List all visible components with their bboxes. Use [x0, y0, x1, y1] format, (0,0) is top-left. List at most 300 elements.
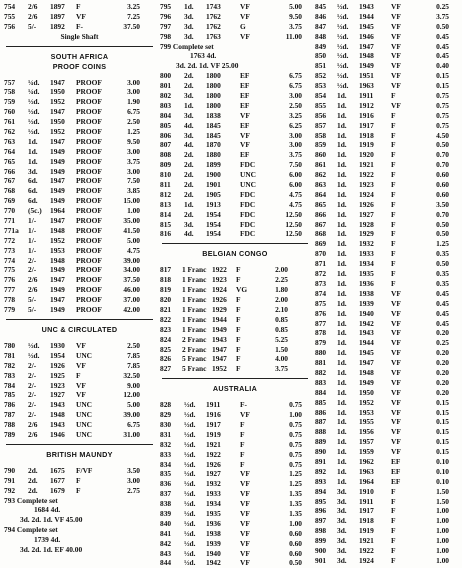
year: 1933 [206, 489, 221, 499]
grade: F [240, 429, 245, 439]
year: 1964 [359, 476, 374, 486]
grade: F [76, 370, 81, 380]
denomination: 5/- [28, 305, 37, 315]
price: 2.50 [127, 340, 140, 350]
list-item [160, 440, 310, 450]
lot-number: 842 [160, 538, 172, 548]
lot-number: 829 [160, 410, 172, 420]
lot-number: 840 [160, 518, 172, 528]
price: 12.00 [123, 390, 140, 400]
year: 1919 [359, 140, 374, 150]
denomination: 2d. [184, 170, 194, 180]
price: 3.75 [289, 21, 302, 31]
year: 1919 [206, 429, 221, 439]
grade: VF [391, 298, 401, 308]
price: 0.70 [436, 150, 449, 160]
denomination: 1d. [337, 199, 347, 209]
lot-number: 889 [315, 437, 327, 447]
denomination: 2 Franc [182, 334, 207, 344]
year: 1929 [212, 304, 227, 314]
lot-number: 774 [4, 255, 16, 265]
denomination: ½d. [337, 31, 349, 41]
year: 1943 [50, 420, 65, 430]
list-item [160, 519, 310, 529]
year: 1944 [359, 338, 374, 348]
denomination: ½d. [184, 439, 196, 449]
denomination: ½d. [184, 419, 196, 429]
lot-number: 762 [4, 127, 16, 137]
lot-number: 804 [160, 110, 172, 120]
grade: UNC [76, 429, 93, 439]
lot-number: 761 [4, 117, 16, 127]
lot-number: 790 [4, 465, 16, 475]
year: 1932 [359, 239, 374, 249]
denomination: ½d. [184, 469, 196, 479]
year: 1934 [206, 499, 221, 509]
lot-number: 899 [315, 536, 327, 546]
denomination: 3d. [184, 31, 194, 41]
list-item [315, 328, 460, 338]
lot-number: 777 [4, 285, 16, 295]
year: 1949 [50, 285, 65, 295]
grade: PROOF [76, 245, 102, 255]
grade: EF [391, 476, 401, 486]
grade: F [391, 120, 396, 130]
lot-number: 900 [315, 545, 327, 555]
list-item [315, 516, 460, 526]
list-item [315, 319, 460, 329]
list-item [315, 299, 460, 309]
denomination: ½d. [184, 518, 196, 528]
set-799-line: 1763 4d. [190, 51, 217, 61]
list-item: 756 5/- 1892 F- 37.50 [4, 21, 140, 31]
denomination: 1d. [337, 338, 347, 348]
denomination: ½d. [184, 410, 196, 420]
price: 0.50 [436, 21, 449, 31]
grade: FDC [240, 199, 256, 209]
divider [6, 46, 153, 47]
lot-number: 847 [315, 21, 327, 31]
year: 1947 [50, 275, 65, 285]
lot-number: 788 [4, 420, 16, 430]
year: 1930 [50, 340, 65, 350]
price: 0.45 [436, 308, 449, 318]
year: 1926 [359, 199, 374, 209]
price: 0.60 [289, 528, 302, 538]
price: 1.00 [127, 206, 140, 216]
list-item [4, 410, 155, 420]
list-item [315, 249, 460, 259]
lot-number: 868 [315, 229, 327, 239]
denomination: 4d. [184, 229, 194, 239]
grade: G [240, 21, 246, 31]
price: 37.00 [123, 295, 140, 305]
list-item [315, 546, 460, 556]
list-item [160, 22, 310, 32]
grade: VF [240, 479, 250, 489]
lot-number: 765 [4, 156, 16, 166]
lot-number: 890 [315, 447, 327, 457]
denomination: 1d. [337, 358, 347, 368]
list-item [315, 338, 460, 348]
grade: F [391, 239, 396, 249]
lot-number: 832 [160, 439, 172, 449]
price: 0.75 [289, 439, 302, 449]
grade: VF [391, 367, 401, 377]
lot-number: 858 [315, 130, 327, 140]
lot-number: 816 [160, 229, 172, 239]
grade: VF [391, 407, 401, 417]
lot-number: 892 [315, 466, 327, 476]
denomination: 3d. [184, 130, 194, 140]
list-item [315, 279, 460, 289]
denomination: 2/- [28, 410, 37, 420]
grade: PROOF [76, 196, 102, 206]
price: 4.75 [289, 199, 302, 209]
year: 1912 [359, 100, 374, 110]
denomination: 2d. [184, 71, 194, 81]
divider [6, 444, 153, 445]
lot-number: 873 [315, 278, 327, 288]
grade: VF [391, 11, 401, 21]
grade: EF [240, 71, 250, 81]
denomination: 1d. [337, 249, 347, 259]
set-793-line: 1684 4d. [34, 505, 61, 515]
denomination: 1d. [337, 476, 347, 486]
list-item [160, 200, 310, 210]
price: 1.00 [436, 516, 449, 526]
list-item [160, 265, 310, 275]
grade: F [391, 526, 396, 536]
lot-number: 791 [4, 475, 16, 485]
price: 6.75 [289, 71, 302, 81]
list-item [315, 309, 460, 319]
list-item [4, 157, 155, 167]
lot-number: 830 [160, 419, 172, 429]
list-item [4, 400, 155, 410]
denomination: 2/- [28, 370, 37, 380]
list-item [4, 107, 155, 117]
grade: F [236, 324, 241, 334]
list-item [315, 101, 460, 111]
denomination: ½d. [337, 2, 349, 11]
grade: PROOF [76, 127, 102, 137]
year: 1943 [212, 334, 227, 344]
year: 1920 [359, 150, 374, 160]
list-item [160, 335, 310, 345]
denomination: ½d. [337, 51, 349, 61]
denomination: 2d. [28, 465, 38, 475]
lot-number: 826 [160, 354, 172, 364]
grade: VF [391, 61, 401, 71]
year: 1950 [50, 117, 65, 127]
price: 2.25 [275, 275, 288, 285]
list-item [315, 210, 460, 220]
year: 1800 [206, 100, 221, 110]
year: 1743 [206, 2, 221, 11]
lot-number: 819 [160, 285, 172, 295]
grade: F [391, 249, 396, 259]
year: 1949 [50, 265, 65, 275]
year: 1927 [206, 469, 221, 479]
price: 1.80 [275, 285, 288, 295]
grade: F [240, 439, 245, 449]
list-item [160, 275, 310, 285]
grade: F [391, 486, 396, 496]
list-item [315, 180, 460, 190]
year: 1954 [206, 219, 221, 229]
grade: VF [391, 2, 401, 11]
year: 1922 [359, 170, 374, 180]
year: 1679 [50, 485, 65, 495]
year: 1924 [359, 189, 374, 199]
price: 41.50 [123, 225, 140, 235]
denomination: 1d. [337, 466, 347, 476]
lot-number: 778 [4, 295, 16, 305]
col1-top-list [4, 2, 155, 42]
year: 1935 [359, 269, 374, 279]
col2-top-list [160, 2, 310, 42]
denomination: 1d. [337, 110, 347, 120]
denomination: 3d. [337, 516, 347, 526]
price: 1.35 [289, 508, 302, 518]
denomination: 1d. [337, 100, 347, 110]
lot-number: 795 [160, 2, 172, 11]
price: 3.85 [127, 186, 140, 196]
denomination: 1d. [337, 91, 347, 101]
list-item [315, 51, 460, 61]
list-item [4, 295, 155, 305]
year: 1924 [359, 555, 374, 565]
list-item [4, 341, 155, 351]
price: 9.50 [289, 11, 302, 21]
denomination: 2d. [184, 180, 194, 190]
list-item [4, 87, 155, 97]
grade: F [236, 295, 241, 305]
price: 12.50 [285, 209, 302, 219]
grade: VF [391, 41, 401, 51]
year: 1952 [212, 364, 227, 374]
list-item [315, 121, 460, 131]
list-item [160, 499, 310, 509]
grade: F [240, 419, 245, 429]
grade: VF [76, 380, 86, 390]
lot-number: 841 [160, 528, 172, 538]
price: 0.75 [436, 91, 449, 101]
year: 1921 [206, 439, 221, 449]
year: 1923 [50, 380, 65, 390]
lot-number: 801 [160, 81, 172, 91]
year: 1943 [359, 328, 374, 338]
price: 0.60 [436, 189, 449, 199]
set-793-title: 793 Complete set [4, 495, 58, 505]
year: 1949 [359, 377, 374, 387]
lot-number: 780 [4, 340, 16, 350]
year: 1933 [359, 249, 374, 259]
price: 37.50 [123, 275, 140, 285]
price: 6.00 [289, 170, 302, 180]
price: 4.75 [289, 189, 302, 199]
denomination: ½d. [184, 489, 196, 499]
denomination: 1 Franc [182, 295, 207, 305]
lot-number: 856 [315, 110, 327, 120]
list-item [315, 477, 460, 487]
lot-number: 871 [315, 259, 327, 269]
lot-number: 768 [4, 186, 16, 196]
grade: VF [391, 348, 401, 358]
lot-number: 807 [160, 140, 172, 150]
lot-number: 805 [160, 120, 172, 130]
grade: VF [391, 397, 401, 407]
list-item [315, 190, 460, 200]
lot-number: 783 [4, 370, 16, 380]
price: 0.50 [436, 259, 449, 269]
grade: F [240, 459, 245, 469]
list-item [315, 12, 460, 22]
price: 0.10 [436, 466, 449, 476]
year: 1959 [359, 447, 374, 457]
list-item [315, 239, 460, 249]
divider [6, 319, 153, 320]
price: 4.00 [275, 354, 288, 364]
year: 1942 [359, 318, 374, 328]
year: 1926 [212, 295, 227, 305]
grade: PROOF [76, 166, 102, 176]
grade: VF [240, 130, 250, 140]
list-item [4, 137, 155, 147]
lot-number: 827 [160, 364, 172, 374]
list-item [160, 469, 310, 479]
year: 1949 [50, 156, 65, 166]
price: 0.75 [436, 110, 449, 120]
lot-number: 818 [160, 275, 172, 285]
denomination: 1d. [337, 367, 347, 377]
list-item [4, 351, 155, 361]
lot-number: 867 [315, 219, 327, 229]
grade: PROOF [76, 107, 102, 117]
grade: F [236, 314, 241, 324]
list-item [4, 381, 155, 391]
list-item [315, 447, 460, 457]
price: 7.85 [127, 350, 140, 360]
year: 1899 [206, 160, 221, 170]
grade: F/VF [76, 465, 93, 475]
lot-number: 853 [315, 81, 327, 91]
grade: F [391, 160, 396, 170]
denomination: ½d. [337, 21, 349, 31]
year: 1921 [359, 536, 374, 546]
year: 1943 [359, 2, 374, 11]
list-item [4, 371, 155, 381]
set-794-title: 794 Complete set [4, 525, 58, 535]
denomination: ½d. [28, 107, 40, 117]
price: 7.50 [289, 160, 302, 170]
set-799-title: 799 Complete set [160, 41, 214, 51]
denomination: 1 Franc [182, 314, 207, 324]
price: 1.50 [436, 496, 449, 506]
list-item [4, 226, 155, 236]
grade: F [391, 269, 396, 279]
list-item [160, 111, 310, 121]
grade: PROOF [76, 117, 102, 127]
list-item: 754 2/6 1897 F 3.25 [4, 2, 140, 11]
price: 0.85 [275, 314, 288, 324]
denomination: 1d. [337, 427, 347, 437]
lot-number: 880 [315, 348, 327, 358]
belgian-congo-list [160, 265, 310, 374]
grade: VF [240, 140, 250, 150]
year: 1957 [359, 437, 374, 447]
denomination: 1d. [337, 328, 347, 338]
price: 0.20 [436, 377, 449, 387]
grade: EF [391, 466, 401, 476]
lot-number: 901 [315, 555, 327, 565]
list-item [315, 417, 460, 427]
denomination: 1d. [337, 160, 347, 170]
list-item [160, 81, 310, 91]
grade: VF [240, 469, 250, 479]
grade: VF [76, 340, 86, 350]
price: 0.10 [436, 476, 449, 486]
lot-number: 796 [160, 11, 172, 21]
year: 1911 [359, 91, 374, 101]
list-item [315, 61, 460, 71]
grade: VF [391, 81, 401, 91]
lot-number: 812 [160, 189, 172, 199]
denomination: 1 Franc [182, 285, 207, 295]
grade: F [391, 140, 396, 150]
price: 1.00 [436, 536, 449, 546]
price: 35.00 [123, 216, 140, 226]
year: 1922 [212, 265, 227, 275]
grade: EF [240, 91, 250, 101]
price: 0.75 [289, 459, 302, 469]
lot-number: 860 [315, 150, 327, 160]
grade: PROOF [76, 265, 102, 275]
grade: PROOF [76, 235, 102, 245]
lot-number: 870 [315, 249, 327, 259]
price: 46.00 [123, 285, 140, 295]
lot-number: 851 [315, 61, 327, 71]
price: 2.75 [127, 485, 140, 495]
price: 3.50 [127, 465, 140, 475]
year: 1952 [359, 397, 374, 407]
year: 1762 [206, 21, 221, 31]
denomination: ½d. [28, 127, 40, 137]
price: 1.00 [436, 506, 449, 516]
grade: F [391, 506, 396, 516]
lot-number: 757 [4, 77, 16, 87]
year: 1927 [359, 209, 374, 219]
denomination: ½d. [337, 81, 349, 91]
list-item [315, 170, 460, 180]
grade: VG [236, 285, 248, 295]
list-item [315, 437, 460, 447]
lot-number: 773 [4, 245, 16, 255]
denomination: (5c.) [28, 206, 42, 216]
lot-number: 850 [315, 51, 327, 61]
year: 1950 [359, 387, 374, 397]
denomination: 4d. [184, 120, 194, 130]
grade: VF [391, 427, 401, 437]
list-item [315, 22, 460, 32]
year: 1921 [359, 160, 374, 170]
grade: F [391, 110, 396, 120]
list-item [315, 398, 460, 408]
denomination: 2d. [184, 209, 194, 219]
grade: PROOF [76, 87, 102, 97]
year: 1947 [212, 354, 227, 364]
